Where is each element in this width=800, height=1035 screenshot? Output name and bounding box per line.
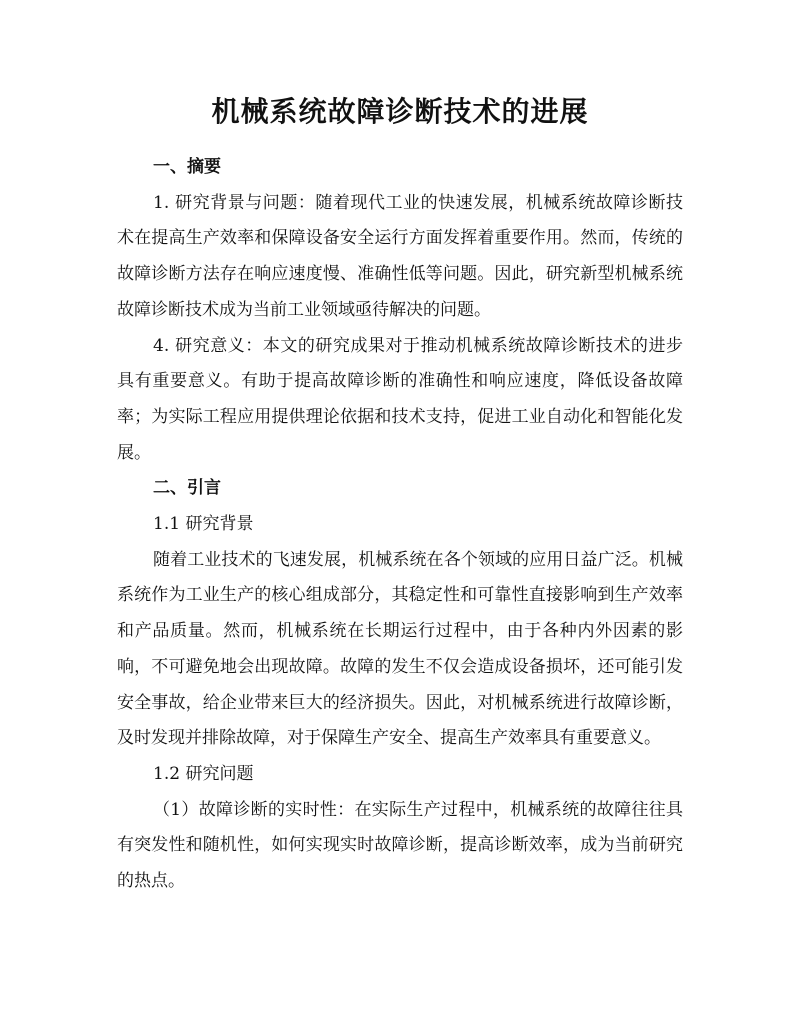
section-heading-abstract: 一、摘要 [153,157,221,177]
paragraph-research-background-problem: 1. 研究背景与问题：随着现代工业的快速发展，机械系统故障诊断技术在提高生产效率和保障设备安全运行方面发挥着重要作用。然而，传统的故障诊断方法存在响应速度慢、准确性低等问题。因此，研究新型机械系统故障诊断技术成为当前工业领域亟待解决的问题。 [117,192,683,320]
paragraph-research-significance: 4. 研究意义：本文的研究成果对于推动机械系统故障诊断技术的进步具有重要意义。有助于提高故障诊断的准确性和响应速度，降低设备故障率；为实际工程应用提供理论依据和技术支持，促进工业自动化和智能化发展。 [117,335,683,463]
document-body [117,150,683,900]
subsection-heading-research-questions: 1.2 研究问题 [153,763,254,784]
subsection-heading-research-background: 1.1 研究背景 [153,514,254,535]
paragraph-realtime-diagnosis: （1）故障诊断的实时性：在实际生产过程中，机械系统的故障往往具有突发性和随机性，如何实现实时故障诊断，提高诊断效率，成为当前研究的热点。 [117,799,683,892]
section-heading-introduction: 二、引言 [153,478,221,499]
paragraph-background: 随着工业技术的飞速发展，机械系统在各个领域的应用日益广泛。机械系统作为工业生产的核心组成部分，其稳定性和可靠性直接影响到生产效率和产品质量。然而，机械系统在长期运行过程中，由于各种内外因素的影响，不可避免地会出现故障。故障的发生不仅会造成设备损坏，还可能引发安全事故，给企业带来巨大的经济损失。因此，对机械系统进行故障诊断，及时发现并排除故障，对于保障生产安全、提高生产效率具有重要意义。 [117,549,683,749]
document-title: 机械系统故障诊断技术的进展 [211,95,589,128]
